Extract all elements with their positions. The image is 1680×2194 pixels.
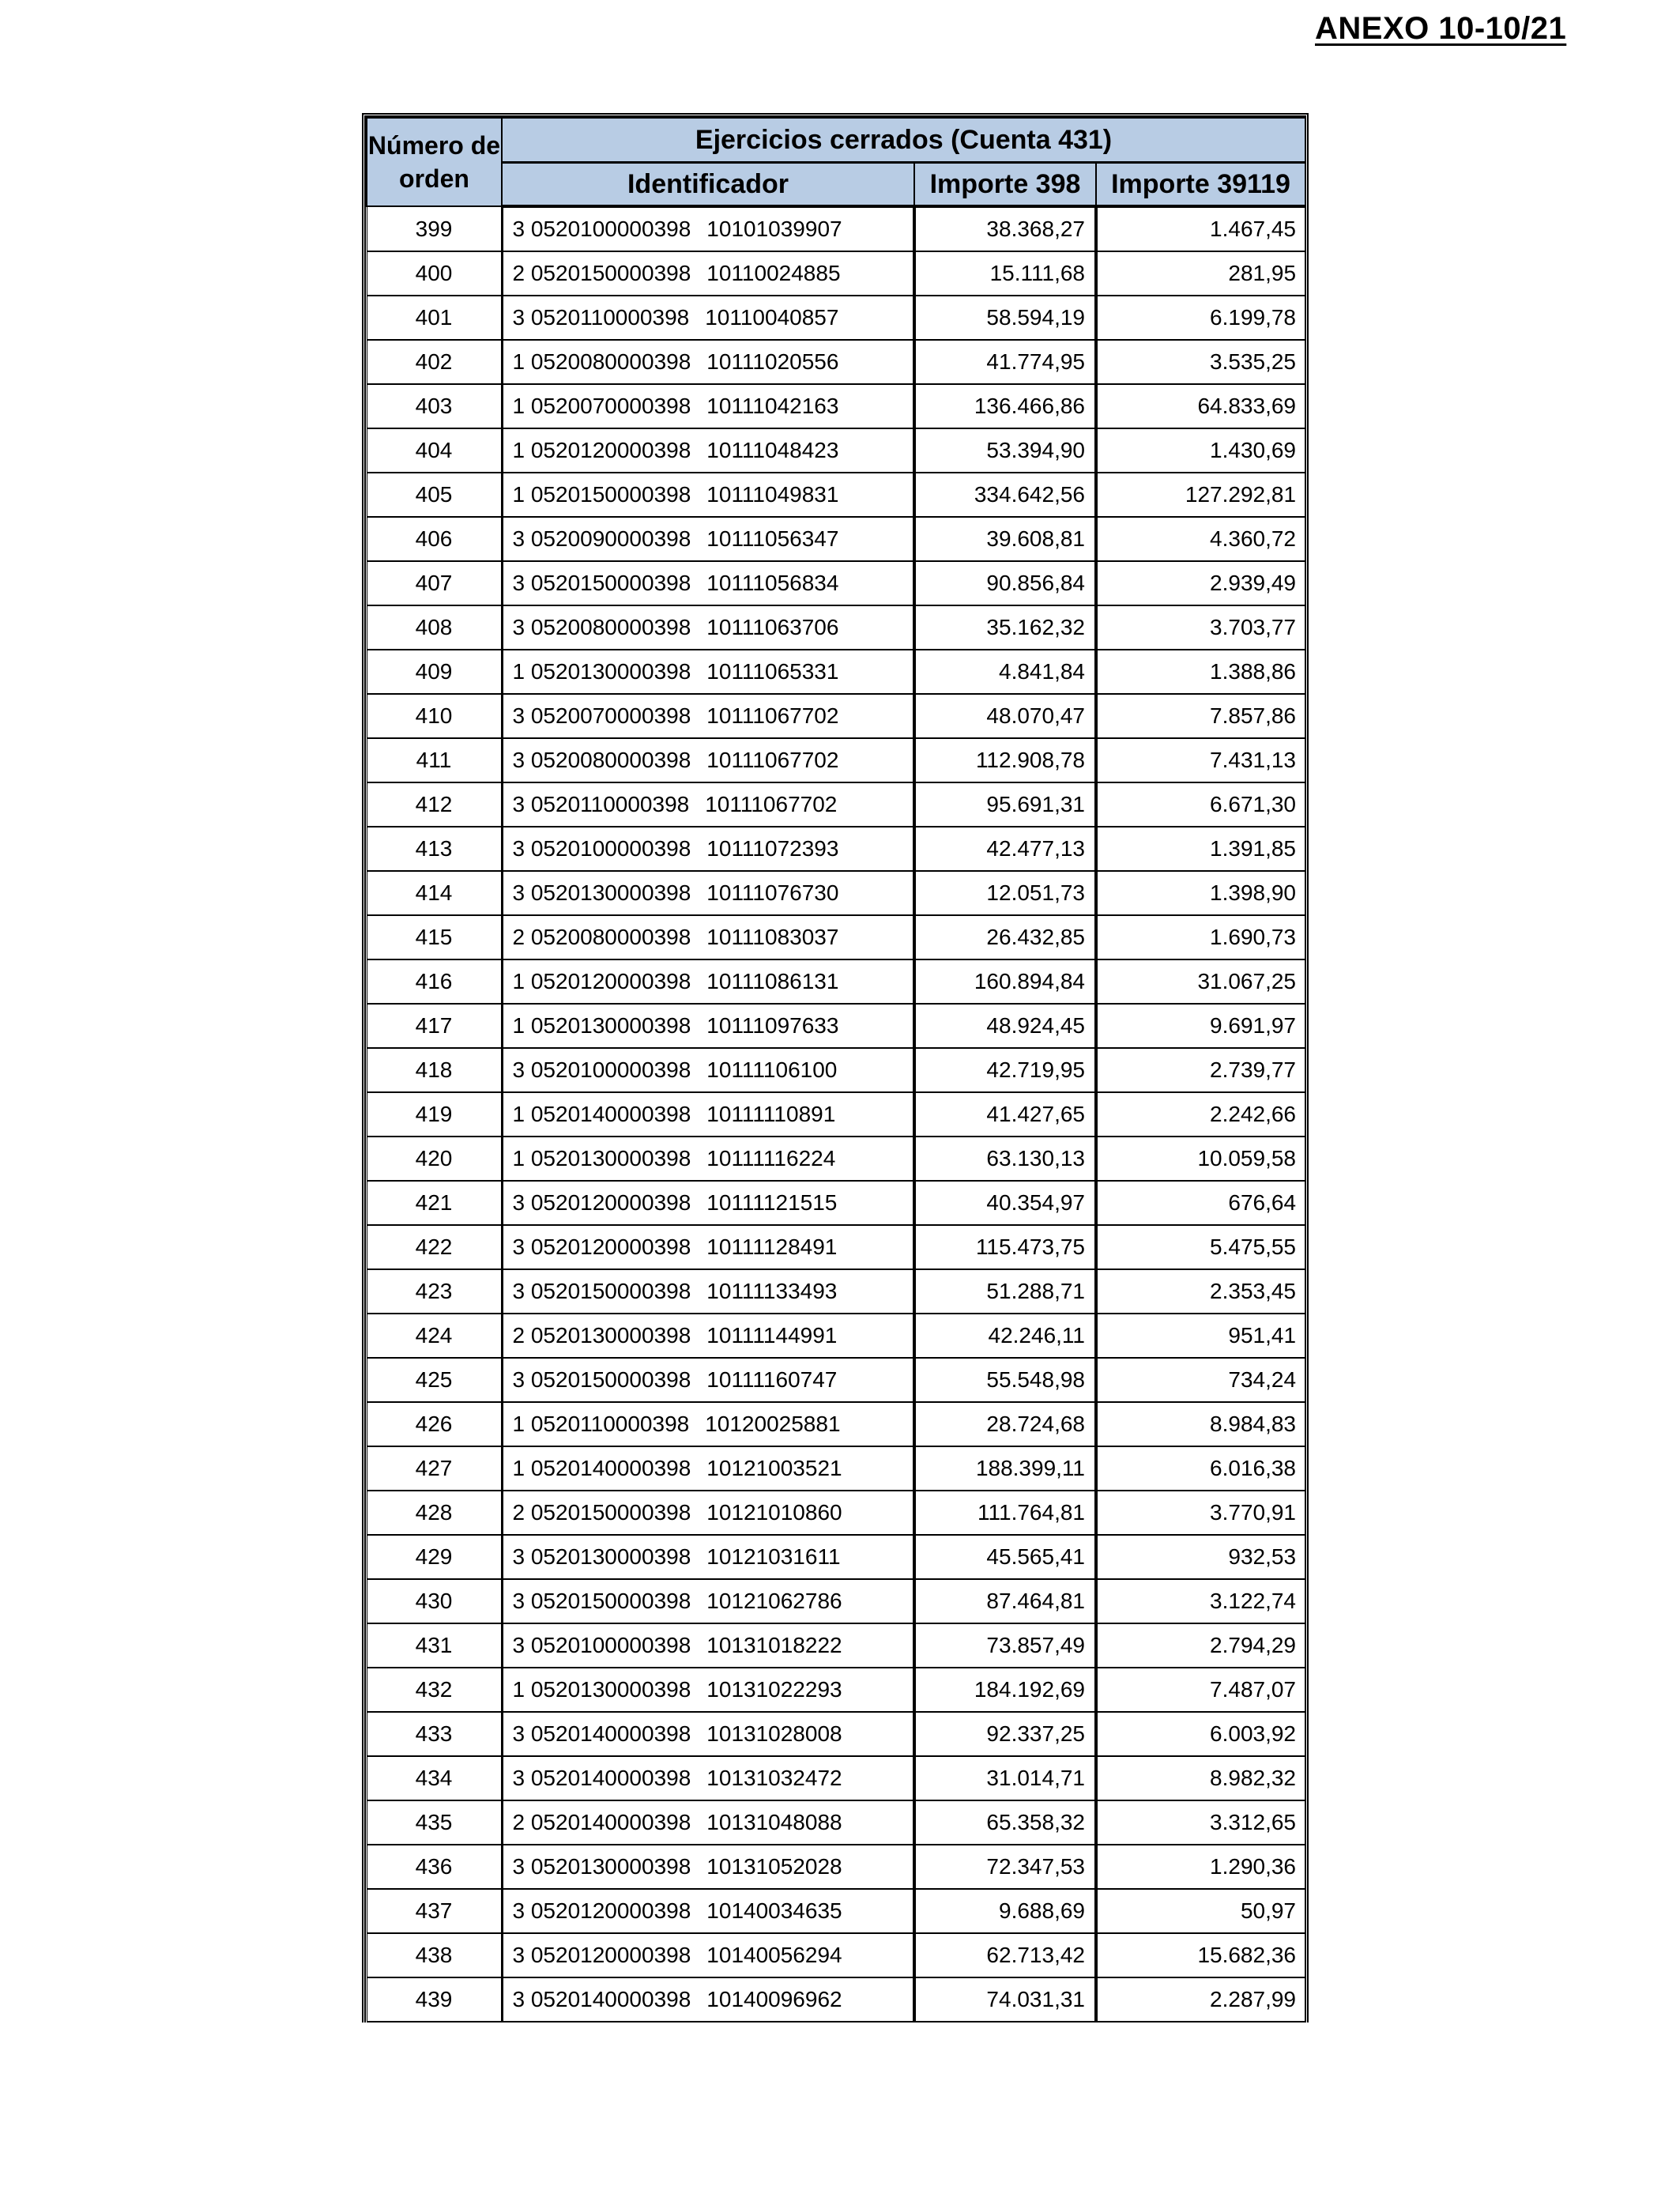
table-row (367, 1402, 1305, 1446)
cell-identificador (502, 650, 914, 694)
table-row (367, 1712, 1305, 1756)
cell-importe-39119: 2.739,77 (1096, 1048, 1305, 1092)
cell-importe-39119: 2.242,66 (1096, 1092, 1305, 1137)
cell-importe-398: 334.642,56 (914, 473, 1096, 517)
table-row (367, 1004, 1305, 1048)
cell-numero-orden: 438 (367, 1933, 502, 1977)
cell-numero-orden: 401 (367, 296, 502, 340)
cell-importe-39119: 127.292,81 (1096, 473, 1305, 517)
cell-importe-398: 188.399,11 (914, 1446, 1096, 1491)
cell-numero-orden: 410 (367, 694, 502, 738)
cell-importe-398: 72.347,53 (914, 1845, 1096, 1889)
cell-importe-39119: 734,24 (1096, 1358, 1305, 1402)
identificador-part-b: 10111110891 (706, 1102, 836, 1126)
table-row (367, 251, 1305, 296)
table-row (367, 1845, 1305, 1889)
table-row (367, 1225, 1305, 1269)
cell-numero-orden: 407 (367, 561, 502, 605)
identificador-part-b: 10111106100 (706, 1057, 838, 1082)
cell-numero-orden: 429 (367, 1535, 502, 1579)
identificador-part-a: 3 0520080000398 (512, 615, 691, 639)
identificador-part-a: 3 0520110000398 (512, 792, 690, 816)
identificador-part-b: 10111076730 (706, 880, 839, 905)
identificador-part-a: 2 0520140000398 (512, 1810, 691, 1834)
table-row (367, 915, 1305, 959)
cell-importe-398: 45.565,41 (914, 1535, 1096, 1579)
table-row (367, 1933, 1305, 1977)
identificador-part-a: 3 0520100000398 (512, 217, 691, 241)
table-row (367, 1269, 1305, 1314)
cell-identificador (502, 871, 914, 915)
cell-importe-398: 90.856,84 (914, 561, 1096, 605)
cell-importe-39119: 1.398,90 (1096, 871, 1305, 915)
data-table-container (362, 113, 1309, 2022)
cell-importe-39119: 3.535,25 (1096, 340, 1305, 384)
table-row (367, 517, 1305, 561)
cell-importe-398: 31.014,71 (914, 1756, 1096, 1800)
identificador-part-a: 3 0520140000398 (512, 1766, 691, 1790)
identificador-part-a: 3 0520100000398 (512, 836, 691, 861)
cell-numero-orden: 433 (367, 1712, 502, 1756)
cell-numero-orden: 415 (367, 915, 502, 959)
cell-importe-398: 95.691,31 (914, 782, 1096, 827)
cell-numero-orden: 400 (367, 251, 502, 296)
cell-identificador (502, 251, 914, 296)
column-header-importe-398: Importe 398 (914, 163, 1096, 207)
cell-importe-39119: 7.431,13 (1096, 738, 1305, 782)
cell-identificador (502, 1225, 914, 1269)
cell-identificador (502, 1889, 914, 1933)
table-row (367, 473, 1305, 517)
identificador-part-a: 1 0520140000398 (512, 1456, 691, 1480)
cell-importe-39119: 6.199,78 (1096, 296, 1305, 340)
cell-importe-39119: 15.682,36 (1096, 1933, 1305, 1977)
cell-numero-orden: 427 (367, 1446, 502, 1491)
identificador-part-a: 1 0520110000398 (512, 1412, 690, 1436)
identificador-part-b: 10111056347 (706, 526, 839, 551)
cell-importe-39119: 6.003,92 (1096, 1712, 1305, 1756)
cell-importe-39119: 10.059,58 (1096, 1137, 1305, 1181)
table-row (367, 694, 1305, 738)
cell-importe-39119: 951,41 (1096, 1314, 1305, 1358)
cell-identificador (502, 1712, 914, 1756)
cell-importe-39119: 64.833,69 (1096, 384, 1305, 428)
column-header-identificador: Identificador (502, 163, 914, 207)
table-row (367, 340, 1305, 384)
cell-importe-39119: 2.939,49 (1096, 561, 1305, 605)
cell-importe-39119: 1.388,86 (1096, 650, 1305, 694)
identificador-part-b: 10111160747 (706, 1367, 838, 1392)
identificador-part-b: 10111042163 (706, 394, 839, 418)
cell-importe-398: 87.464,81 (914, 1579, 1096, 1623)
identificador-part-b: 10131022293 (706, 1677, 842, 1702)
cell-identificador (502, 561, 914, 605)
column-header-importe-39119: Importe 39119 (1096, 163, 1305, 207)
cell-numero-orden: 406 (367, 517, 502, 561)
cell-importe-398: 55.548,98 (914, 1358, 1096, 1402)
cell-importe-39119: 7.487,07 (1096, 1668, 1305, 1712)
identificador-part-b: 10121062786 (706, 1589, 842, 1613)
table-row (367, 871, 1305, 915)
table-row (367, 605, 1305, 650)
table-row (367, 384, 1305, 428)
identificador-part-b: 10111083037 (706, 925, 839, 949)
cell-numero-orden: 437 (367, 1889, 502, 1933)
identificador-part-a: 3 0520120000398 (512, 1235, 691, 1259)
cell-identificador (502, 738, 914, 782)
identificador-part-a: 1 0520140000398 (512, 1102, 691, 1126)
cell-identificador (502, 1668, 914, 1712)
cell-importe-39119: 6.671,30 (1096, 782, 1305, 827)
cell-importe-39119: 3.703,77 (1096, 605, 1305, 650)
cell-numero-orden: 402 (367, 340, 502, 384)
identificador-part-b: 10140034635 (706, 1898, 842, 1923)
cell-importe-39119: 3.312,65 (1096, 1800, 1305, 1845)
identificador-part-b: 10111144991 (706, 1323, 838, 1348)
cell-importe-39119: 1.467,45 (1096, 206, 1305, 251)
cell-importe-39119: 2.353,45 (1096, 1269, 1305, 1314)
table-row (367, 1889, 1305, 1933)
identificador-part-a: 3 0520070000398 (512, 703, 691, 728)
identificador-part-b: 10111020556 (706, 349, 839, 374)
identificador-part-a: 3 0520100000398 (512, 1057, 691, 1082)
cell-importe-398: 38.368,27 (914, 206, 1096, 251)
identificador-part-b: 10131052028 (706, 1854, 842, 1879)
identificador-part-b: 10121010860 (706, 1500, 842, 1525)
cell-numero-orden: 426 (367, 1402, 502, 1446)
cell-importe-398: 73.857,49 (914, 1623, 1096, 1668)
table-row (367, 1668, 1305, 1712)
cell-numero-orden: 414 (367, 871, 502, 915)
identificador-part-a: 1 0520130000398 (512, 659, 691, 684)
table-row (367, 1800, 1305, 1845)
identificador-part-b: 10131028008 (706, 1721, 842, 1746)
cell-numero-orden: 418 (367, 1048, 502, 1092)
identificador-part-a: 3 0520140000398 (512, 1987, 691, 2011)
table-row (367, 1181, 1305, 1225)
cell-importe-398: 51.288,71 (914, 1269, 1096, 1314)
identificador-part-b: 10140056294 (706, 1943, 842, 1967)
cell-importe-398: 40.354,97 (914, 1181, 1096, 1225)
cell-identificador (502, 1269, 914, 1314)
cell-identificador (502, 1800, 914, 1845)
identificador-part-a: 1 0520120000398 (512, 438, 691, 462)
cell-numero-orden: 403 (367, 384, 502, 428)
table-row (367, 1314, 1305, 1358)
cell-identificador (502, 473, 914, 517)
cell-importe-398: 35.162,32 (914, 605, 1096, 650)
cell-importe-398: 48.924,45 (914, 1004, 1096, 1048)
identificador-part-a: 3 0520130000398 (512, 1854, 691, 1879)
cell-importe-39119: 1.690,73 (1096, 915, 1305, 959)
identificador-part-b: 10121003521 (706, 1456, 842, 1480)
identificador-part-b: 10101039907 (706, 217, 842, 241)
cell-importe-39119: 7.857,86 (1096, 694, 1305, 738)
cell-importe-398: 12.051,73 (914, 871, 1096, 915)
cell-identificador (502, 827, 914, 871)
cell-importe-398: 160.894,84 (914, 959, 1096, 1004)
cell-importe-39119: 9.691,97 (1096, 1004, 1305, 1048)
cell-importe-39119: 281,95 (1096, 251, 1305, 296)
identificador-part-a: 3 0520130000398 (512, 1544, 691, 1569)
table-row (367, 428, 1305, 473)
cell-identificador (502, 384, 914, 428)
cell-numero-orden: 404 (367, 428, 502, 473)
cell-identificador (502, 782, 914, 827)
table-row (367, 1535, 1305, 1579)
identificador-part-a: 3 0520130000398 (512, 880, 691, 905)
cell-importe-398: 15.111,68 (914, 251, 1096, 296)
identificador-part-b: 10111067702 (706, 748, 839, 772)
data-table (366, 117, 1306, 2022)
table-header (367, 118, 1305, 206)
identificador-part-b: 10111049831 (706, 482, 839, 507)
cell-importe-398: 48.070,47 (914, 694, 1096, 738)
cell-importe-39119: 4.360,72 (1096, 517, 1305, 561)
table-row (367, 1977, 1305, 2022)
cell-identificador (502, 1977, 914, 2022)
cell-numero-orden: 423 (367, 1269, 502, 1314)
cell-identificador (502, 1491, 914, 1535)
identificador-part-b: 10131032472 (706, 1766, 842, 1790)
cell-identificador (502, 296, 914, 340)
cell-numero-orden: 434 (367, 1756, 502, 1800)
identificador-part-b: 10111116224 (706, 1146, 836, 1171)
identificador-part-a: 3 0520100000398 (512, 1633, 691, 1657)
cell-importe-398: 28.724,68 (914, 1402, 1096, 1446)
identificador-part-b: 10111128491 (706, 1235, 838, 1259)
identificador-part-a: 3 0520140000398 (512, 1721, 691, 1746)
cell-importe-39119: 31.067,25 (1096, 959, 1305, 1004)
cell-numero-orden: 413 (367, 827, 502, 871)
cell-numero-orden: 409 (367, 650, 502, 694)
cell-identificador (502, 517, 914, 561)
cell-importe-39119: 8.982,32 (1096, 1756, 1305, 1800)
identificador-part-a: 2 0520130000398 (512, 1323, 691, 1348)
table-row (367, 1358, 1305, 1402)
cell-importe-39119: 1.391,85 (1096, 827, 1305, 871)
cell-numero-orden: 435 (367, 1800, 502, 1845)
table-row (367, 1048, 1305, 1092)
cell-importe-398: 63.130,13 (914, 1137, 1096, 1181)
cell-importe-39119: 5.475,55 (1096, 1225, 1305, 1269)
cell-identificador (502, 340, 914, 384)
cell-numero-orden: 428 (367, 1491, 502, 1535)
identificador-part-a: 3 0520150000398 (512, 1367, 691, 1392)
table-row (367, 1579, 1305, 1623)
cell-importe-398: 112.908,78 (914, 738, 1096, 782)
cell-importe-39119: 8.984,83 (1096, 1402, 1305, 1446)
table-row (367, 1623, 1305, 1668)
cell-importe-398: 41.427,65 (914, 1092, 1096, 1137)
table-row (367, 1446, 1305, 1491)
cell-importe-39119: 3.770,91 (1096, 1491, 1305, 1535)
cell-numero-orden: 439 (367, 1977, 502, 2022)
cell-numero-orden: 422 (367, 1225, 502, 1269)
identificador-part-b: 10110040857 (705, 305, 839, 330)
cell-identificador (502, 959, 914, 1004)
identificador-part-a: 1 0520070000398 (512, 394, 691, 418)
cell-identificador (502, 1181, 914, 1225)
cell-numero-orden: 436 (367, 1845, 502, 1889)
cell-numero-orden: 417 (367, 1004, 502, 1048)
cell-importe-39119: 932,53 (1096, 1535, 1305, 1579)
identificador-part-b: 10111048423 (706, 438, 839, 462)
cell-identificador (502, 1845, 914, 1889)
cell-importe-398: 115.473,75 (914, 1225, 1096, 1269)
identificador-part-b: 10140096962 (706, 1987, 842, 2011)
cell-importe-398: 58.594,19 (914, 296, 1096, 340)
cell-identificador (502, 1756, 914, 1800)
identificador-part-a: 1 0520130000398 (512, 1146, 691, 1171)
cell-importe-398: 42.477,13 (914, 827, 1096, 871)
cell-identificador (502, 1004, 914, 1048)
cell-importe-398: 111.764,81 (914, 1491, 1096, 1535)
cell-importe-39119: 676,64 (1096, 1181, 1305, 1225)
cell-importe-398: 42.246,11 (914, 1314, 1096, 1358)
cell-importe-398: 39.608,81 (914, 517, 1096, 561)
identificador-part-a: 1 0520080000398 (512, 349, 691, 374)
cell-importe-39119: 3.122,74 (1096, 1579, 1305, 1623)
table-row (367, 296, 1305, 340)
cell-importe-398: 136.466,86 (914, 384, 1096, 428)
identificador-part-b: 10111086131 (706, 969, 839, 993)
cell-importe-39119: 2.794,29 (1096, 1623, 1305, 1668)
cell-numero-orden: 411 (367, 738, 502, 782)
cell-numero-orden: 425 (367, 1358, 502, 1402)
identificador-part-a: 3 0520090000398 (512, 526, 691, 551)
cell-importe-39119: 2.287,99 (1096, 1977, 1305, 2022)
annex-title: ANEXO 10-10/21 (1315, 11, 1567, 46)
identificador-part-a: 2 0520080000398 (512, 925, 691, 949)
table-row (367, 959, 1305, 1004)
identificador-part-a: 3 0520150000398 (512, 1279, 691, 1303)
cell-importe-398: 4.841,84 (914, 650, 1096, 694)
cell-importe-39119: 1.290,36 (1096, 1845, 1305, 1889)
identificador-part-a: 2 0520150000398 (512, 1500, 691, 1525)
table-row (367, 206, 1305, 251)
cell-importe-398: 41.774,95 (914, 340, 1096, 384)
identificador-part-b: 10120025881 (705, 1412, 841, 1436)
cell-identificador (502, 1137, 914, 1181)
cell-numero-orden: 408 (367, 605, 502, 650)
cell-identificador (502, 1314, 914, 1358)
cell-identificador (502, 1446, 914, 1491)
identificador-part-b: 10111063706 (706, 615, 839, 639)
cell-numero-orden: 405 (367, 473, 502, 517)
identificador-part-b: 10111097633 (706, 1013, 839, 1038)
table-row (367, 738, 1305, 782)
identificador-part-b: 10131018222 (706, 1633, 842, 1657)
identificador-part-b: 10111133493 (706, 1279, 838, 1303)
cell-numero-orden: 412 (367, 782, 502, 827)
cell-numero-orden: 420 (367, 1137, 502, 1181)
identificador-part-b: 10131048088 (706, 1810, 842, 1834)
cell-numero-orden: 431 (367, 1623, 502, 1668)
cell-identificador (502, 206, 914, 251)
cell-numero-orden: 399 (367, 206, 502, 251)
cell-numero-orden: 419 (367, 1092, 502, 1137)
table-row (367, 561, 1305, 605)
identificador-part-a: 3 0520120000398 (512, 1943, 691, 1967)
identificador-part-a: 1 0520120000398 (512, 969, 691, 993)
cell-identificador (502, 428, 914, 473)
identificador-part-a: 3 0520150000398 (512, 1589, 691, 1613)
cell-importe-398: 42.719,95 (914, 1048, 1096, 1092)
table-row (367, 1756, 1305, 1800)
identificador-part-a: 3 0520120000398 (512, 1898, 691, 1923)
cell-importe-398: 74.031,31 (914, 1977, 1096, 2022)
cell-identificador (502, 1623, 914, 1668)
identificador-part-a: 1 0520130000398 (512, 1013, 691, 1038)
cell-importe-39119: 1.430,69 (1096, 428, 1305, 473)
table-row (367, 1491, 1305, 1535)
cell-identificador (502, 1402, 914, 1446)
identificador-part-b: 10111121515 (706, 1190, 838, 1215)
cell-importe-398: 9.688,69 (914, 1889, 1096, 1933)
cell-identificador (502, 694, 914, 738)
cell-identificador (502, 1048, 914, 1092)
identificador-part-b: 10111072393 (706, 836, 839, 861)
column-header-numero-orden: Número de orden (367, 118, 502, 206)
cell-importe-398: 26.432,85 (914, 915, 1096, 959)
identificador-part-b: 10111067702 (706, 703, 839, 728)
table-row (367, 827, 1305, 871)
identificador-part-a: 3 0520080000398 (512, 748, 691, 772)
table-row (367, 1092, 1305, 1137)
column-group-header: Ejercicios cerrados (Cuenta 431) (502, 118, 1305, 163)
cell-identificador (502, 1579, 914, 1623)
cell-importe-398: 184.192,69 (914, 1668, 1096, 1712)
cell-numero-orden: 424 (367, 1314, 502, 1358)
table-row (367, 650, 1305, 694)
identificador-part-b: 10111056834 (706, 571, 839, 595)
cell-importe-39119: 50,97 (1096, 1889, 1305, 1933)
identificador-part-a: 3 0520110000398 (512, 305, 690, 330)
cell-importe-398: 65.358,32 (914, 1800, 1096, 1845)
cell-numero-orden: 421 (367, 1181, 502, 1225)
table-body (367, 206, 1305, 2022)
cell-importe-398: 62.713,42 (914, 1933, 1096, 1977)
cell-identificador (502, 1535, 914, 1579)
identificador-part-b: 10121031611 (706, 1544, 841, 1569)
cell-identificador (502, 605, 914, 650)
identificador-part-a: 3 0520150000398 (512, 571, 691, 595)
cell-importe-39119: 6.016,38 (1096, 1446, 1305, 1491)
identificador-part-b: 10111067702 (705, 792, 838, 816)
table-row (367, 782, 1305, 827)
table-row (367, 1137, 1305, 1181)
cell-identificador (502, 1358, 914, 1402)
cell-importe-398: 92.337,25 (914, 1712, 1096, 1756)
cell-identificador (502, 915, 914, 959)
identificador-part-a: 1 0520150000398 (512, 482, 691, 507)
cell-numero-orden: 432 (367, 1668, 502, 1712)
identificador-part-b: 10110024885 (706, 261, 841, 285)
identificador-part-b: 10111065331 (706, 659, 839, 684)
cell-identificador (502, 1933, 914, 1977)
identificador-part-a: 1 0520130000398 (512, 1677, 691, 1702)
cell-importe-398: 53.394,90 (914, 428, 1096, 473)
cell-numero-orden: 416 (367, 959, 502, 1004)
cell-identificador (502, 1092, 914, 1137)
identificador-part-a: 3 0520120000398 (512, 1190, 691, 1215)
identificador-part-a: 2 0520150000398 (512, 261, 691, 285)
cell-numero-orden: 430 (367, 1579, 502, 1623)
